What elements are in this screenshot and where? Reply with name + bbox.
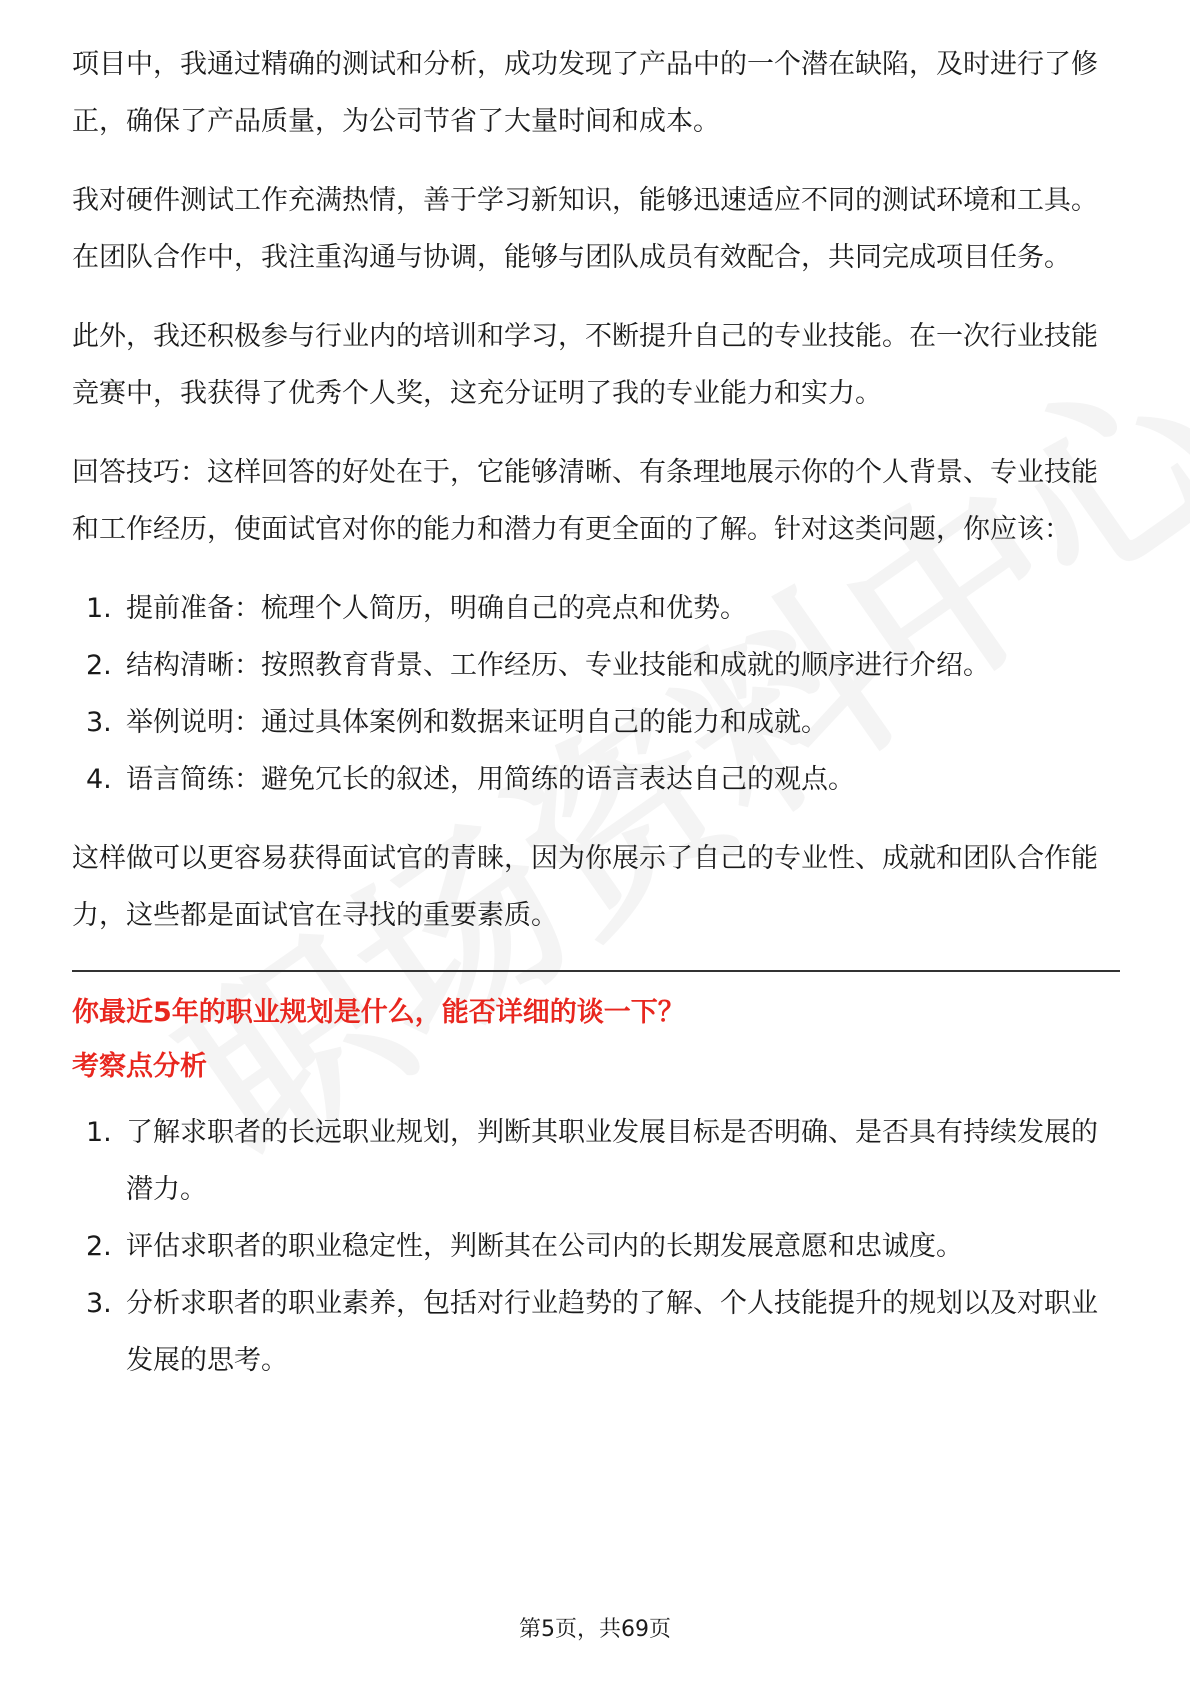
- document-page: [72, 36, 1120, 1411]
- page-footer: 第5页，共69页: [519, 1617, 671, 1642]
- analysis-list: [72, 1104, 1120, 1389]
- paragraph-training: 此外，我还积极参与行业内的培训和学习，不断提升自己的专业技能。在一次行业技能竞赛中，我获得了优秀个人奖，这充分证明了我的专业能力和实力。: [72, 321, 1098, 409]
- paragraph-enthusiasm: 我对硬件测试工作充满热情，善于学习新知识，能够迅速适应不同的测试环境和工具。在团队合作中，我注重沟通与协调，能够与团队成员有效配合，共同完成项目任务。: [72, 185, 1098, 273]
- question-subtitle: 考察点分析: [72, 1051, 207, 1082]
- list-item: 3. 分析求职者的职业素养，包括对行业趋势的了解、个人技能提升的规划以及对职业发展的思考。: [86, 1288, 1098, 1376]
- list-item: 3. 举例说明：通过具体案例和数据来证明自己的能力和成就。: [86, 707, 828, 738]
- list-item: 1. 了解求职者的长远职业规划，判断其职业发展目标是否明确、是否具有持续发展的潜力。: [86, 1117, 1098, 1205]
- question-title: 你最近5年的职业规划是什么，能否详细的谈一下？: [72, 997, 685, 1028]
- list-item: 2. 评估求职者的职业稳定性，判断其在公司内的长期发展意愿和忠诚度。: [86, 1231, 963, 1262]
- list-item: 2. 结构清晰：按照教育背景、工作经历、专业技能和成就的顺序进行介绍。: [86, 650, 990, 681]
- list-item: 1. 提前准备：梳理个人简历，明确自己的亮点和优势。: [86, 593, 747, 624]
- list-item: 4. 语言简练：避免冗长的叙述，用简练的语言表达自己的观点。: [86, 764, 855, 795]
- paragraph-project: 项目中，我通过精确的测试和分析，成功发现了产品中的一个潜在缺陷，及时进行了修正，确保了产品质量，为公司节省了大量时间和成本。: [72, 49, 1098, 137]
- section-divider: [72, 970, 1120, 972]
- paragraph-closing: 这样做可以更容易获得面试官的青睐，因为你展示了自己的专业性、成就和团队合作能力，这些都是面试官在寻找的重要素质。: [72, 843, 1098, 931]
- paragraph-answer-tips: 回答技巧：这样回答的好处在于，它能够清晰、有条理地展示你的个人背景、专业技能和工作经历，使面试官对你的能力和潜力有更全面的了解。针对这类问题，你应该：: [72, 457, 1098, 545]
- tips-list: [72, 580, 1120, 808]
